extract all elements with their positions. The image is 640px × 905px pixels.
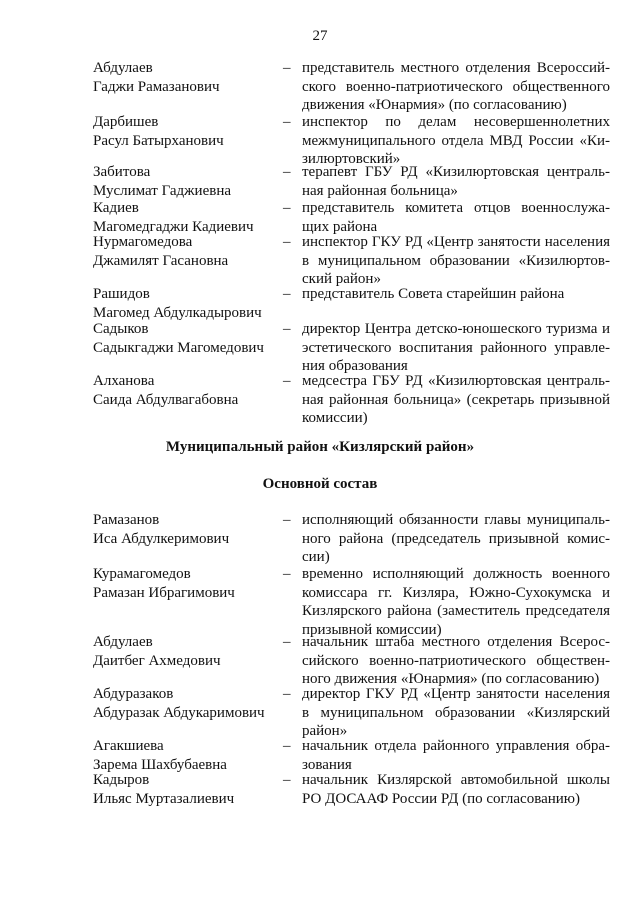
position-line: начальник штаба местного отделения Всерос-: [302, 634, 610, 650]
position-line: межмуниципального отдела МВД России «Ки-: [302, 132, 610, 149]
position-line: район»: [302, 723, 348, 739]
section-heading: Муниципальный район «Кизлярский район»: [165, 439, 475, 455]
member-position: [302, 199, 610, 236]
member-name: [93, 320, 278, 357]
dash-separator: –: [283, 634, 291, 650]
member-given-names: Садыкгаджи Магомедович: [93, 339, 264, 356]
position-line: сийского военно-патриотического обществен-: [302, 652, 610, 669]
member-surname: Абдуразаков: [93, 686, 174, 702]
member-name: [93, 633, 278, 670]
dash-separator: –: [283, 373, 291, 389]
position-line: ния образования: [302, 358, 408, 374]
member-name: [93, 737, 278, 774]
member-surname: Абдулаев: [93, 634, 153, 650]
member-surname: Нурмагомедова: [93, 234, 193, 250]
member-name: [93, 199, 278, 236]
dash-separator: –: [283, 512, 291, 528]
position-line: ного района (председатель призывной комис-: [302, 530, 610, 547]
position-line: в муниципальном образовании «Кизлярский: [302, 704, 610, 721]
position-line: исполняющий обязанности главы муниципаль-: [302, 512, 610, 528]
member-given-names: Гаджи Рамазанович: [93, 78, 220, 95]
member-position: [302, 233, 610, 289]
position-line: ная районная больница»: [302, 182, 458, 199]
member-position: [302, 113, 610, 169]
position-line: движения «Юнармия» (по согласованию): [302, 97, 567, 113]
member-given-names: Ильяс Муртазалиевич: [93, 790, 235, 807]
dash-separator: –: [283, 738, 291, 754]
member-given-names: Расул Батырханович: [93, 132, 224, 149]
position-line: представитель комитета отцов военнослужа-: [302, 200, 610, 216]
member-surname: Рашидов: [93, 286, 150, 302]
position-line: инспектор по делам несовершеннолетних: [302, 114, 610, 130]
dash-separator: –: [283, 566, 291, 582]
page-number: 27: [312, 28, 328, 44]
member-surname: Алханова: [93, 373, 155, 389]
position-line: начальник Кизлярской автомобильной школы: [302, 772, 610, 788]
position-line: медсестра ГБУ РД «Кизилюртовская централь-: [302, 373, 610, 389]
member-surname: Абдулаев: [93, 60, 153, 76]
member-surname: Кадиев: [93, 200, 139, 216]
dash-separator: –: [283, 321, 291, 337]
dash-separator: –: [283, 234, 291, 250]
subsection-heading: Основной состав: [262, 476, 378, 492]
member-given-names: Магомед Абдулкадырович: [93, 304, 262, 321]
position-line: директор Центра детско-юношеского туризма и: [302, 321, 610, 337]
member-position: [302, 163, 610, 200]
position-line: инспектор ГКУ РД «Центр занятости населения: [302, 234, 610, 250]
member-position: [302, 685, 610, 741]
position-line: ного движения «Юнармия» (по согласованию): [302, 671, 600, 687]
member-given-names: Магомедгаджи Кадиевич: [93, 218, 254, 235]
member-position: [302, 633, 610, 689]
member-given-names: Иса Абдулкеримович: [93, 530, 230, 547]
dash-separator: –: [283, 164, 291, 180]
position-line: зилюртовский»: [302, 151, 401, 167]
position-line: РО ДОСААФ России РД (по согласованию): [302, 790, 581, 807]
member-given-names: Саида Абдулвагабовна: [93, 391, 239, 408]
member-surname: Дарбишев: [93, 114, 159, 130]
member-name: [93, 233, 278, 270]
member-given-names: Рамазан Ибрагимович: [93, 584, 235, 601]
member-surname: Кадыров: [93, 772, 150, 788]
member-surname: Садыков: [93, 321, 149, 337]
dash-separator: –: [283, 200, 291, 216]
position-line: щих района: [302, 218, 378, 235]
member-name: [93, 163, 278, 200]
position-line: комиссии): [302, 410, 368, 426]
member-name: [93, 372, 278, 409]
member-position: [302, 372, 610, 428]
dash-separator: –: [283, 286, 291, 302]
member-name: [93, 285, 278, 322]
member-position: [302, 320, 610, 376]
position-line: призывной комиссии): [302, 621, 442, 638]
position-line: ского военно-патриотического общественного: [302, 78, 610, 95]
member-surname: Забитова: [93, 164, 151, 180]
member-position: [302, 59, 610, 115]
member-surname: Агакшиева: [93, 738, 164, 754]
position-line: терапевт ГБУ РД «Кизилюртовская централь-: [302, 164, 610, 180]
member-position: [302, 771, 610, 808]
member-position: [302, 511, 610, 567]
member-name: [93, 511, 278, 548]
member-given-names: Зарема Шахбубаевна: [93, 756, 227, 773]
member-position: [302, 565, 610, 639]
member-given-names: Даитбег Ахмедович: [93, 652, 221, 669]
position-line: ная районная больница» (секретарь призывной: [302, 391, 610, 408]
member-name: [93, 565, 278, 602]
position-line: зования: [302, 756, 352, 773]
member-name: [93, 771, 278, 808]
member-surname: Рамазанов: [93, 512, 160, 528]
member-given-names: Абдуразак Абдукаримович: [93, 704, 265, 721]
member-name: [93, 685, 278, 722]
member-name: [93, 113, 278, 150]
position-line: сии): [302, 549, 330, 565]
member-position: [302, 285, 610, 304]
member-position: [302, 737, 610, 774]
dash-separator: –: [283, 686, 291, 702]
position-line: представитель местного отделения Всероссий-: [302, 60, 610, 76]
position-line: эстетического воспитания районного управле-: [302, 339, 610, 356]
position-line: директор ГКУ РД «Центр занятости населения: [302, 686, 610, 702]
dash-separator: –: [283, 772, 291, 788]
position-line: комиссара гг. Кизляра, Южно-Сухокумска и: [302, 584, 610, 601]
position-line: ский район»: [302, 271, 381, 287]
position-line: временно исполняющий должность военного: [302, 566, 610, 582]
member-given-names: Джамилят Гасановна: [93, 252, 229, 269]
member-name: [93, 59, 278, 96]
member-surname: Курамагомедов: [93, 566, 191, 582]
position-line: Кизлярского района (заместитель председателя: [302, 603, 610, 619]
member-given-names: Муслимат Гаджиевна: [93, 182, 232, 199]
position-line: в муниципальном образовании «Кизилюртов-: [302, 252, 610, 269]
position-line: начальник отдела районного управления обра-: [302, 738, 610, 754]
position-line: представитель Совета старейшин района: [302, 286, 565, 302]
dash-separator: –: [283, 114, 291, 130]
dash-separator: –: [283, 60, 291, 76]
